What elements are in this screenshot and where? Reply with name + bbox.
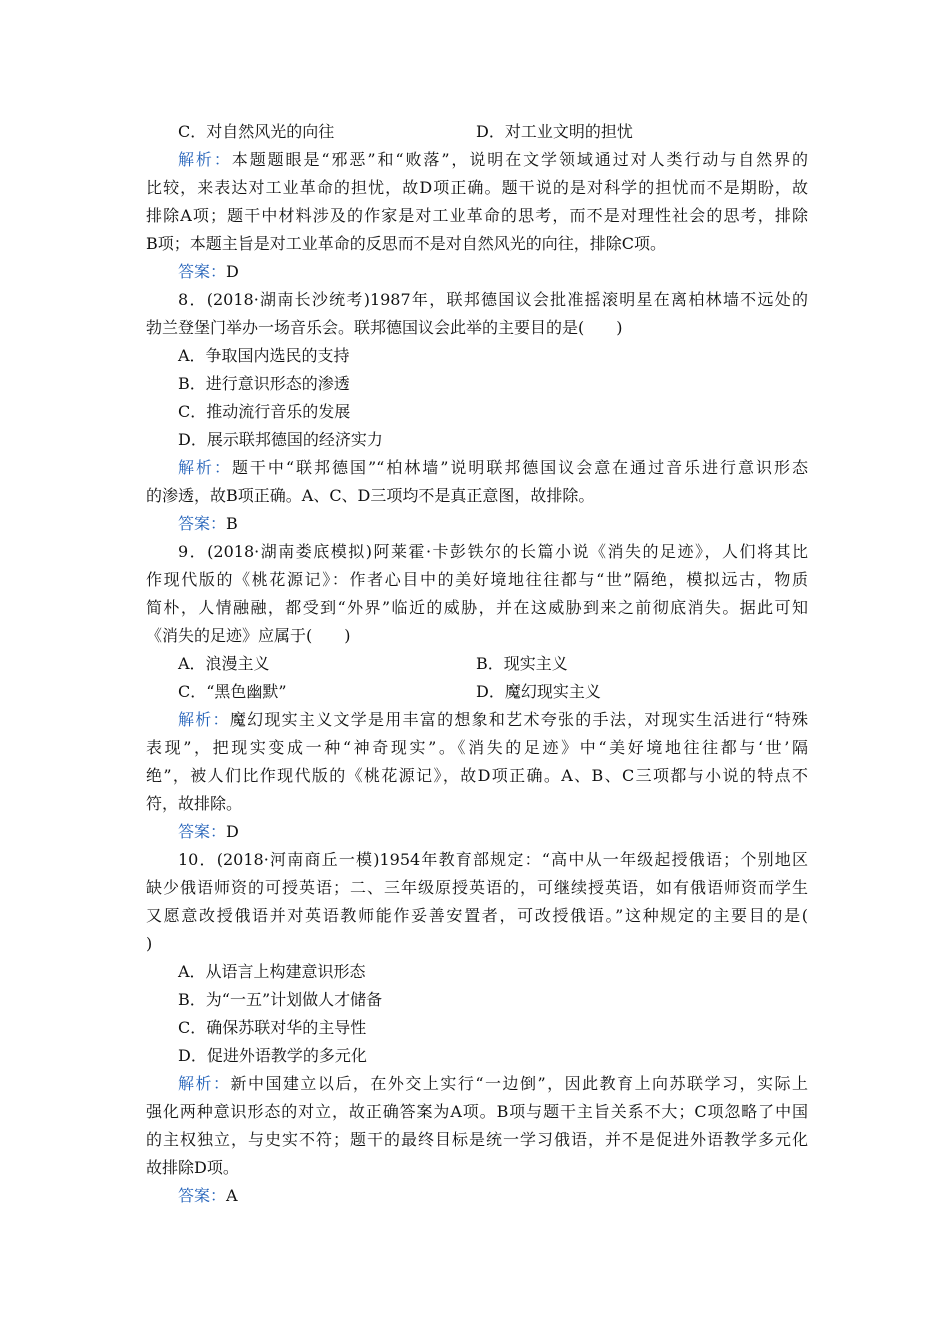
q10-option-b: B．为“一五”计划做人才储备 xyxy=(178,990,383,1009)
q7-answer: 答案：D xyxy=(178,262,239,281)
q7-option-c: C．对自然风光的向往 xyxy=(178,122,335,141)
answer-label: 答案： xyxy=(178,822,227,841)
q8-stem-line: 8．(2018·湖南长沙统考)1987年，联邦德国议会批准摇滚明星在离柏林墙不远处的 xyxy=(178,290,808,309)
q9-stem-line: 9．(2018·湖南娄底模拟)阿莱霍·卡彭铁尔的长篇小说《消失的足迹》，人们将其比 xyxy=(178,542,808,561)
q10-analysis-line: 的主权独立，与史实不符；题干的最终目标是统一学习俄语，并不是促进外语教学多元化 xyxy=(146,1130,808,1149)
q7-analysis-line: 解析：本题题眼是“邪恶”和“败落”，说明在文学领域通过对人类行动与自然界的 xyxy=(178,150,808,169)
q10-option-c: C．确保苏联对华的主导性 xyxy=(178,1018,367,1037)
analysis-label: 解析： xyxy=(178,1074,231,1093)
q9-stem-line: 《消失的足迹》应属于( ) xyxy=(146,626,351,645)
q10-analysis-line: 解析：新中国建立以后，在外交上实行“一边倒”，因此教育上向苏联学习，实际上 xyxy=(178,1074,808,1093)
analysis-label: 解析： xyxy=(178,710,230,729)
q9-option-c: C．“黑色幽默” xyxy=(178,682,287,701)
answer-label: 答案： xyxy=(178,1186,227,1205)
q9-analysis-line: 解析：魔幻现实主义文学是用丰富的想象和艺术夸张的手法，对现实生活进行“特殊 xyxy=(178,710,808,729)
q9-option-a: A．浪漫主义 xyxy=(178,654,270,673)
analysis-label: 解析： xyxy=(178,150,232,169)
q8-answer: 答案：B xyxy=(178,514,238,533)
analysis-label: 解析： xyxy=(178,458,232,477)
q10-stem-line: 10．(2018·河南商丘一模)1954年教育部规定：“高中从一年级起授俄语；个别地区 xyxy=(178,850,808,869)
q9-analysis-line: 绝”，被人们比作现代版的《桃花源记》，故D项正确。A、B、C三项都与小说的特点不 xyxy=(146,766,808,785)
q8-stem-line: 勃兰登堡门举办一场音乐会。联邦德国议会此举的主要目的是( ) xyxy=(146,318,623,337)
q10-analysis-line: 故排除D项。 xyxy=(146,1158,239,1177)
q10-stem-line: 缺少俄语师资的可授英语；二、三年级原授英语的，可继续授英语，如有俄语师资而学生 xyxy=(146,878,808,897)
q8-option-b: B．进行意识形态的渗透 xyxy=(178,374,350,393)
q9-analysis-line: 表现”，把现实变成一种“神奇现实”。《消失的足迹》中“美好境地往往都与‘世’隔 xyxy=(146,738,808,757)
q8-analysis-line: 解析：题干中“联邦德国”“柏林墙”说明联邦德国议会意在通过音乐进行意识形态 xyxy=(178,458,808,477)
q9-stem-line: 简朴，人情融融，都受到“外界”临近的威胁，并在这威胁到来之前彻底消失。据此可知 xyxy=(146,598,808,617)
q7-analysis-line: B项；本题主旨是对工业革命的反思而不是对自然风光的向往，排除C项。 xyxy=(146,234,667,253)
q9-answer: 答案：D xyxy=(178,822,239,841)
q8-option-a: A．争取国内选民的支持 xyxy=(178,346,350,365)
q7-option-d: D．对工业文明的担忧 xyxy=(476,122,633,141)
q9-option-d: D．魔幻现实主义 xyxy=(476,682,601,701)
q9-analysis-line: 符，故排除。 xyxy=(146,794,243,813)
q7-analysis-line: 排除A项；题干中材料涉及的作家是对工业革命的思考，而不是对理性社会的思考，排除 xyxy=(146,206,808,225)
q8-option-c: C．推动流行音乐的发展 xyxy=(178,402,351,421)
q7-analysis-line: 比较，来表达对工业革命的担忧，故D项正确。题干说的是对科学的担忧而不是期盼，故 xyxy=(146,178,808,197)
q10-option-d: D．促进外语教学的多元化 xyxy=(178,1046,367,1065)
q10-analysis-line: 强化两种意识形态的对立，故正确答案为A项。B项与题干主旨关系不大；C项忽略了中国 xyxy=(146,1102,808,1121)
q8-option-d: D．展示联邦德国的经济实力 xyxy=(178,430,383,449)
q9-option-b: B．现实主义 xyxy=(476,654,568,673)
q10-answer: 答案：A xyxy=(178,1186,238,1205)
q9-stem-line: 作现代版的《桃花源记》：作者心目中的美好境地往往都与“世”隔绝，模拟远古，物质 xyxy=(146,570,808,589)
q10-stem-line: ) xyxy=(146,934,153,953)
answer-label: 答案： xyxy=(178,514,227,533)
q10-stem-line: 又愿意改授俄语并对英语教师能作妥善安置者，可改授俄语。”这种规定的主要目的是( xyxy=(146,906,808,925)
answer-label: 答案： xyxy=(178,262,227,281)
q8-analysis-line: 的渗透，故B项正确。A、C、D三项均不是真正意图，故排除。 xyxy=(146,486,595,505)
q10-option-a: A．从语言上构建意识形态 xyxy=(178,962,366,981)
